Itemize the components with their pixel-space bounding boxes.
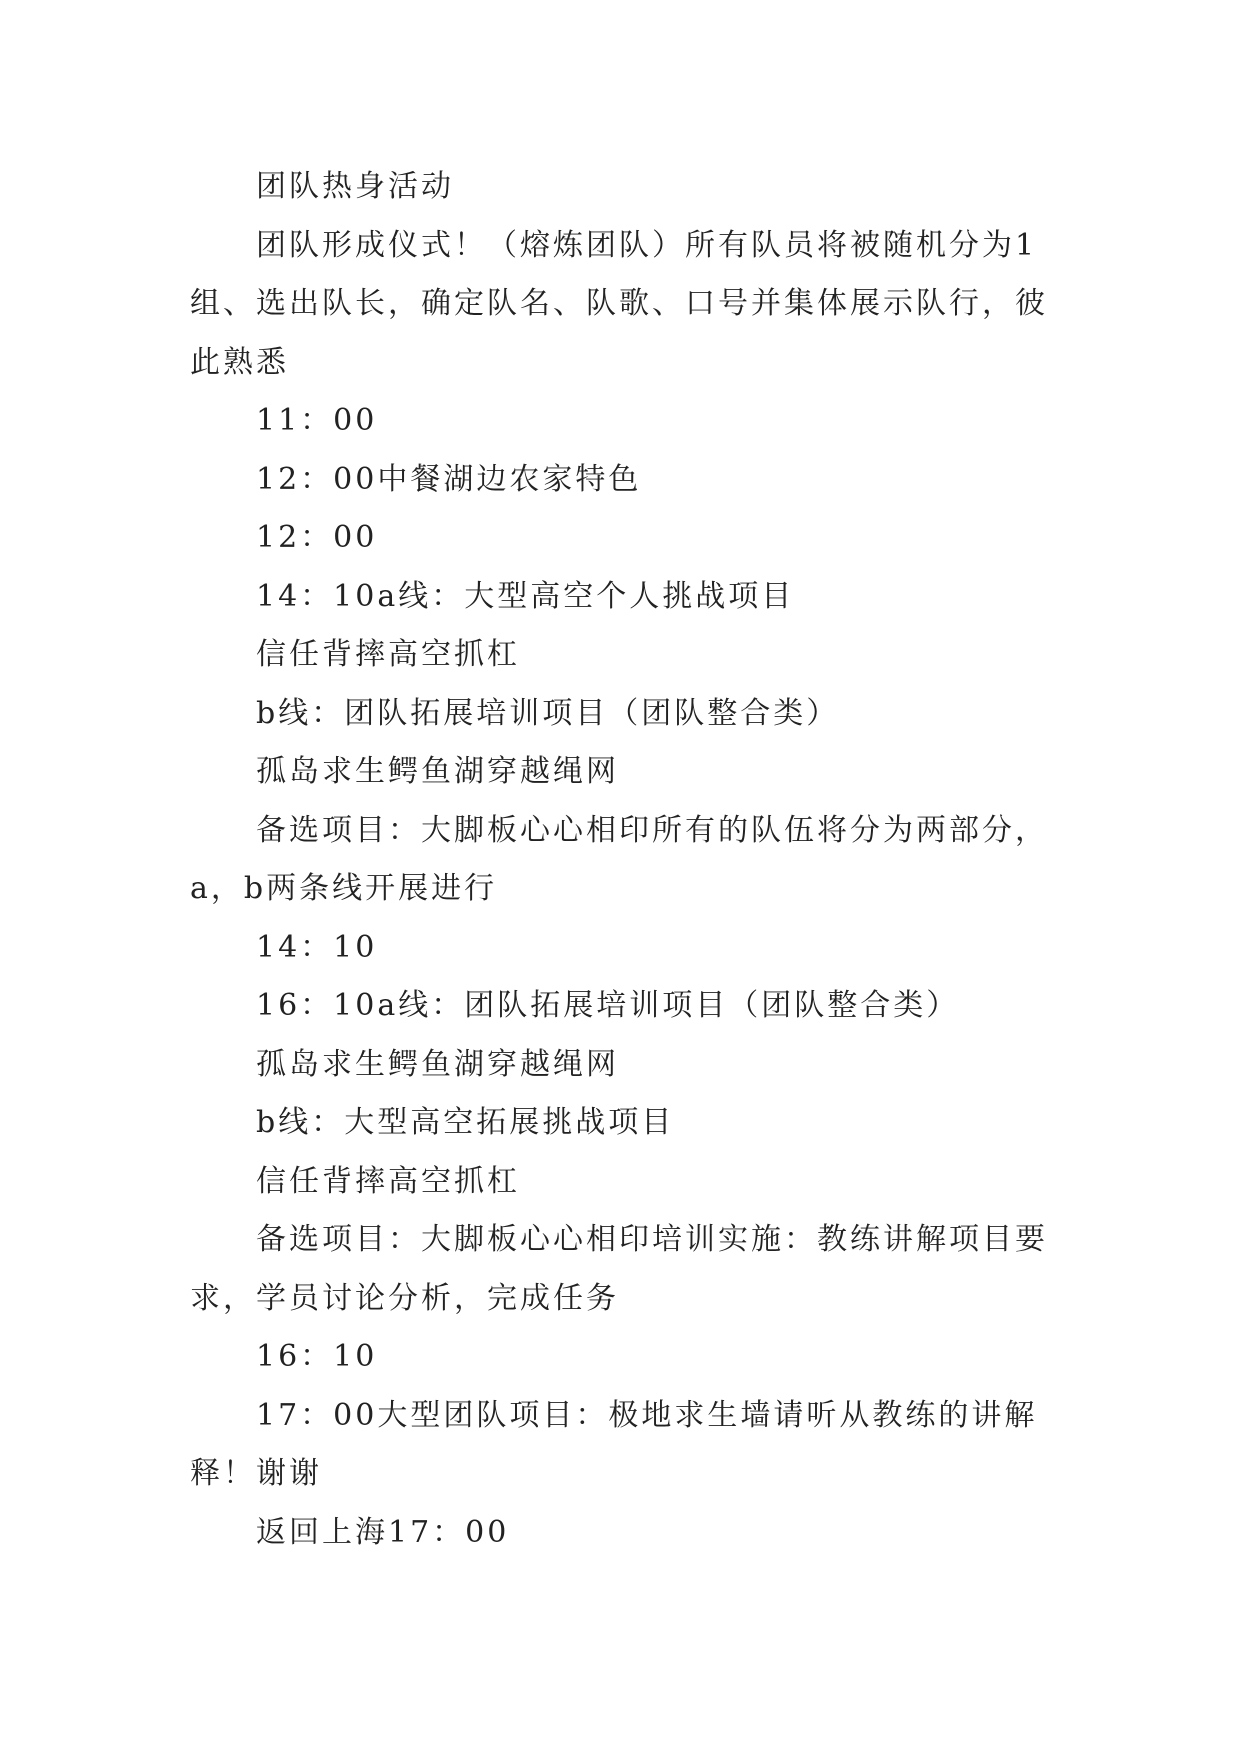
- paragraph-big-team-project: 17：00大型团队项目：极地求生墙请听从教练的讲解释！谢谢: [190, 1397, 1038, 1491]
- paragraph-activity-list: 信任背摔高空抓杠: [256, 1163, 520, 1199]
- paragraph-lunch: 12：00中餐湖边农家特色: [256, 461, 642, 497]
- paragraph-line-a-team-training: 16：10a线：团队拓展培训项目（团队整合类）: [256, 988, 960, 1023]
- paragraph-time: 16：10: [256, 1339, 378, 1374]
- paragraph-line-b-team-training: b线：团队拓展培训项目（团队整合类）: [256, 695, 840, 731]
- paragraph-line-a-high-challenge: 14：10a线：大型高空个人挑战项目: [256, 578, 795, 614]
- document-body: [190, 158, 1056, 1562]
- paragraph-optional-items-training: 备选项目：大脚板心心相印培训实施：教练讲解项目要求，学员讨论分析，完成任务: [190, 1222, 1048, 1316]
- paragraph-return-shanghai: 返回上海17：00: [256, 1514, 510, 1550]
- paragraph-time: 11：00: [256, 403, 378, 438]
- paragraph-warmup-heading: 团队热身活动: [256, 169, 454, 204]
- paragraph-time: 14：10: [256, 929, 378, 965]
- paragraph-optional-items: 备选项目：大脚板心心相印所有的队伍将分为两部分，a，b两条线开展进行: [190, 812, 1048, 906]
- paragraph-activity-list: 孤岛求生鳄鱼湖穿越绳网: [256, 1046, 619, 1082]
- paragraph-line-b-high-challenge: b线：大型高空拓展挑战项目: [256, 1105, 675, 1140]
- paragraph-activity-list: 孤岛求生鳄鱼湖穿越绳网: [256, 754, 619, 789]
- paragraph-time: 12：00: [256, 520, 378, 555]
- paragraph-activity-list: 信任背摔高空抓杠: [256, 637, 520, 672]
- paragraph-team-ceremony: 团队形成仪式！（熔炼团队）所有队员将被随机分为1组、选出队长，确定队名、队歌、口号并集体展示队行，彼此熟悉: [190, 227, 1048, 380]
